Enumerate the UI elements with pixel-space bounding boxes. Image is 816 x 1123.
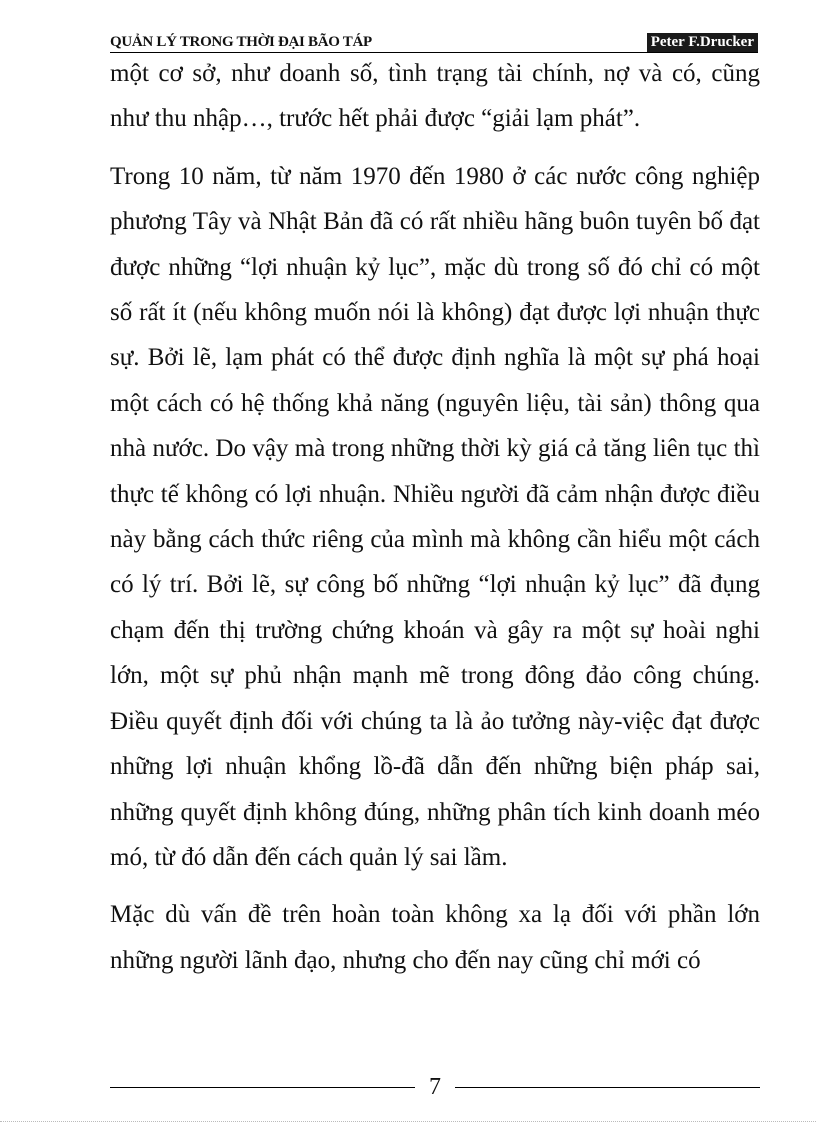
footer-rule-left xyxy=(110,1087,415,1088)
paragraph: một cơ sở, như doanh số, tình trạng tài chính, nợ và có, cũng như thu nhập…, trước hết phải được “giải lạm phát”. xyxy=(110,60,760,133)
page-footer xyxy=(110,1072,760,1102)
author-label: Peter F.Drucker xyxy=(647,33,758,52)
running-header xyxy=(110,30,758,53)
book-title: QUẢN LÝ TRONG THỜI ĐẠI BÃO TÁP xyxy=(110,34,372,50)
paragraph: Trong 10 năm, từ năm 1970 đến 1980 ở các nước công nghiệp phương Tây và Nhật Bản đã có rất nhiều hãng buôn tuyên bố đạt được những “lợi nhuận kỷ lục”, mặc dù trong số đó chỉ có một số rất ít (nếu không muốn nói là không) đạt được lợi nhuận thực sự. Bởi lẽ, lạm phát có thể được định nghĩa là một sự phá hoại một cách có hệ thống khả năng (nguyên liệu, tài sản) thông qua nhà nước. Do vậy mà trong những thời kỳ giá cả tăng liên tục thì thực tế không có lợi nhuận. Nhiều người đã cảm nhận được điều này bằng cách thức riêng của mình mà không cần hiểu một cách có lý trí. Bởi lẽ, sự công bố những “lợi nhuận kỷ lục” đã đụng chạm đến thị trường chứng khoán và gây ra một sự hoài nghi lớn, một sự phủ nhận mạnh mẽ trong đông đảo công chúng. Điều quyết định đối với chúng ta là ảo tưởng này-việc đạt được những lợi nhuận khổng lồ-đã dẫn đến những biện pháp sai, những quyết định không đúng, những phân tích kinh doanh méo mó, từ đó dẫn đến cách quản lý sai lầm. xyxy=(110,162,760,871)
page-number: 7 xyxy=(429,1074,441,1100)
footer-rule-right xyxy=(455,1087,760,1088)
page-body xyxy=(110,51,760,995)
page-bottom-edge xyxy=(0,1121,816,1122)
paragraph: Mặc dù vấn đề trên hoàn toàn không xa lạ đối với phần lớn những người lãnh đạo, nhưng cho đến nay cũng chỉ mới có xyxy=(110,901,760,974)
